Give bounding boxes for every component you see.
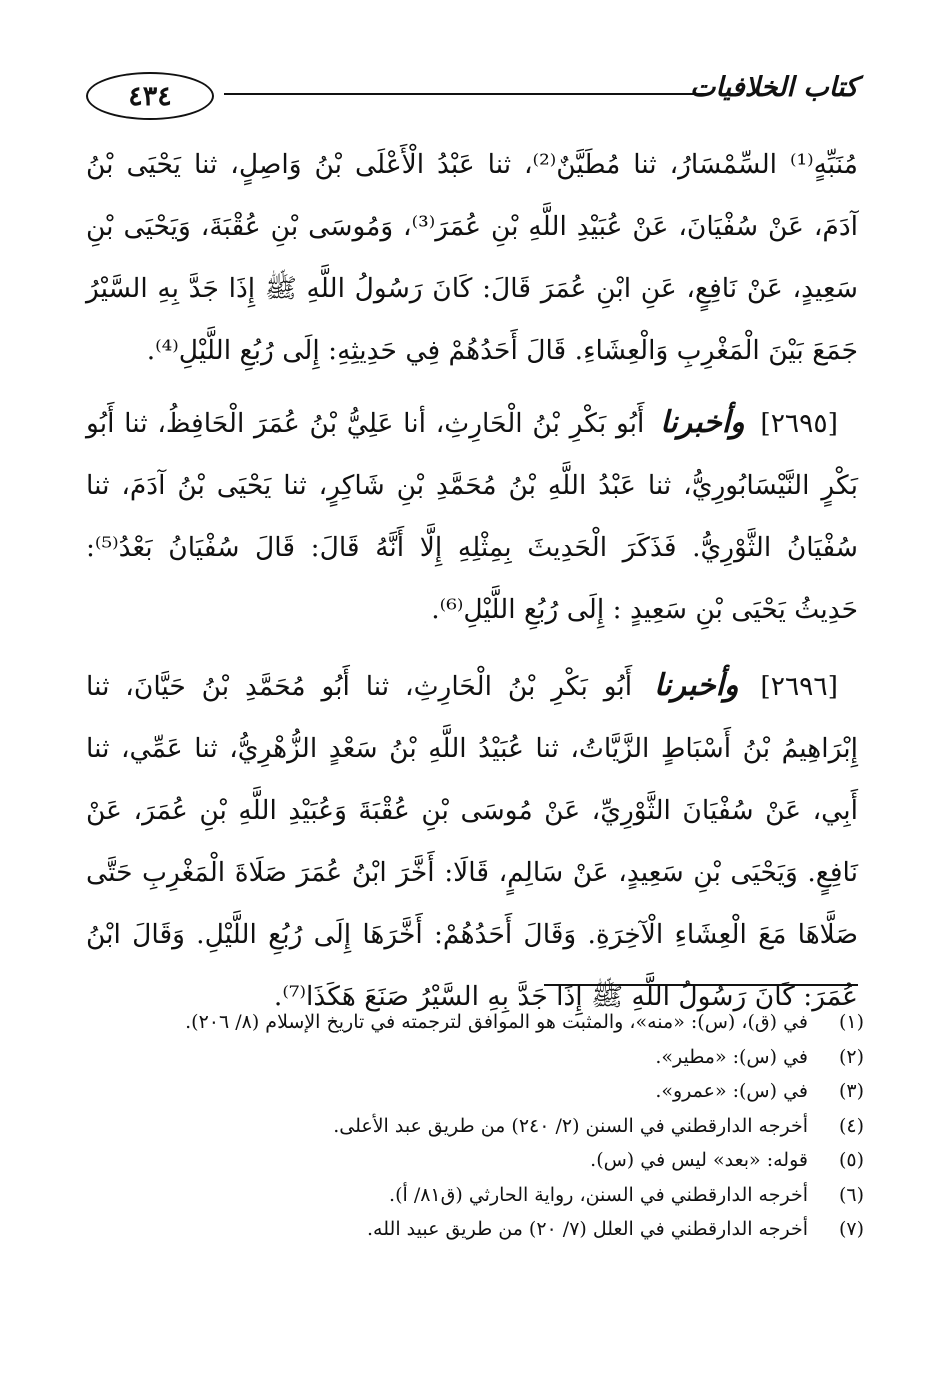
footnote-number: (٤) (838, 1114, 864, 1137)
page-number: ٤٣٤ (128, 80, 172, 112)
akhbarana-word: وأخبرنا (654, 668, 739, 703)
footnote-text: أخرجه الدارقطني في السنن (٢/ ٢٤٠) من طريق عبد الأعلى. (333, 1114, 808, 1137)
footnote-text: في (س): «عمرو». (655, 1080, 808, 1103)
header-rule (224, 93, 705, 95)
hadith-paragraph (86, 392, 858, 641)
hadith-text: أَبُو بَكْرِ بْنُ الْحَارِثِ، أنا عَلِيُّ بْنُ عُمَرَ الْحَافِظُ، ثنا أَبُو بَكْرٍ النَّيْسَابُورِيُّ، ثنا عَبْدُ اللَّهِ بْنُ مُحَمَّدِ بْنِ شَاكِرٍ، ثنا يَحْيَى بْنُ آدَمَ، ثنا سُفْيَانُ الثَّوْرِيُّ. فَذَكَرَ الْحَدِيثَ بِمِثْلِهِ إِلَّا أَنَّهُ قَالَ: قَالَ سُفْيَانُ بَعْدُ⁽⁵⁾: حَدِيثُ يَحْيَى بْنِ سَعِيدٍ : إِلَى رُبُعِ اللَّيْلِ⁽⁶⁾. (86, 408, 858, 625)
hadith-text: أَبُو بَكْرِ بْنُ الْحَارِثِ، ثنا أَبُو مُحَمَّدِ بْنُ حَيَّانَ، ثنا إِبْرَاهِيمُ بْنُ أَسْبَاطٍ الزَّيَّاتُ، ثنا عُبَيْدُ اللَّهِ بْنُ سَعْدٍ الزُّهْرِيُّ، ثنا عَمِّي، ثنا أَبِي، عَنْ سُفْيَانَ الثَّوْرِيِّ، عَنْ مُوسَى بْنِ عُقْبَةَ وَعُبَيْدِ اللَّهِ بْنِ عُمَرَ، عَنْ نَافِعٍ. وَيَحْيَى بْنِ سَعِيدٍ، عَنْ سَالِمٍ، قَالَا: أَخَّرَ ابْنُ عُمَرَ صَلَاةَ الْمَغْرِبِ حَتَّى صَلَّاهَا مَعَ الْعِشَاءِ الْآخِرَةِ. وَقَالَ أَحَدُهُمْ: أَخَّرَهَا إِلَى رُبُعِ اللَّيْلِ. وَقَالَ ابْنُ عُمَرَ: كَانَ رَسُولُ اللَّهِ ﷺ إِذَا جَدَّ بِهِ السَّيْرُ صَنَعَ هَكَذَا⁽⁷⁾. (86, 671, 858, 1012)
footnote-text: قوله: «بعد» ليس في (س). (590, 1149, 808, 1172)
footnote-number: (١) (838, 1011, 864, 1034)
footnote-number: (٥) (838, 1149, 864, 1172)
footnote-text: في (ق)، (س): «منه»، والمثبت هو الموافق لترجمته في تاريخ الإسلام (٨/ ٢٠٦). (185, 1011, 808, 1034)
footnote (86, 1109, 864, 1144)
footnote-separator (544, 984, 858, 986)
footnote (86, 1074, 864, 1109)
footnote (86, 1143, 864, 1178)
footnote (86, 1178, 864, 1213)
intro-paragraph: مُنَبِّهٍ⁽¹⁾ السِّمْسَارُ، ثنا مُطَيَّنٌ⁽²⁾، ثنا عَبْدُ الْأَعْلَى بْنُ وَاصِلٍ، ثنا يَحْيَى بْنُ آدَمَ، عَنْ سُفْيَانَ، عَنْ عُبَيْدِ اللَّهِ بْنِ عُمَرَ⁽³⁾، وَمُوسَى بْنِ عُقْبَةَ، وَيَحْيَى بْنِ سَعِيدٍ، عَنْ نَافِعٍ، عَنِ ابْنِ عُمَرَ قَالَ: كَانَ رَسُولُ اللَّهِ ﷺ إِذَا جَدَّ بِهِ السَّيْرُ جَمَعَ بَيْنَ الْمَغْرِبِ وَالْعِشَاءِ. قَالَ أَحَدُهُمْ فِي حَدِيثِهِ: إِلَى رُبُعِ اللَّيْلِ⁽⁴⁾. (86, 149, 858, 366)
footnote-number: (٣) (838, 1080, 864, 1103)
hadith-number: [٢٦٩٥] (760, 408, 838, 439)
footnote-text: أخرجه الدارقطني في العلل (٧/ ٢٠) من طريق عبيد الله. (367, 1218, 808, 1241)
footnote (86, 1040, 864, 1075)
footnote-number: (٦) (838, 1183, 864, 1206)
page-number-badge (86, 72, 214, 120)
footnote-number: (٧) (838, 1218, 864, 1241)
footnote-text: أخرجه الدارقطني في السنن، رواية الحارثي (ق٨١/ أ). (389, 1183, 808, 1206)
main-text (86, 134, 858, 1042)
akhbarana-word: وأخبرنا (660, 405, 745, 440)
hadith-paragraph (86, 655, 858, 1028)
footnote (86, 1212, 864, 1247)
hadith-number: [٢٦٩٦] (760, 671, 838, 702)
footnote-number: (٢) (838, 1045, 864, 1068)
footnote-text: في (س): «مطير». (655, 1045, 808, 1068)
footnote (86, 1005, 864, 1040)
page-header (86, 62, 858, 122)
book-title: كتاب الخلافيات (689, 72, 858, 103)
footnotes (86, 1005, 864, 1247)
